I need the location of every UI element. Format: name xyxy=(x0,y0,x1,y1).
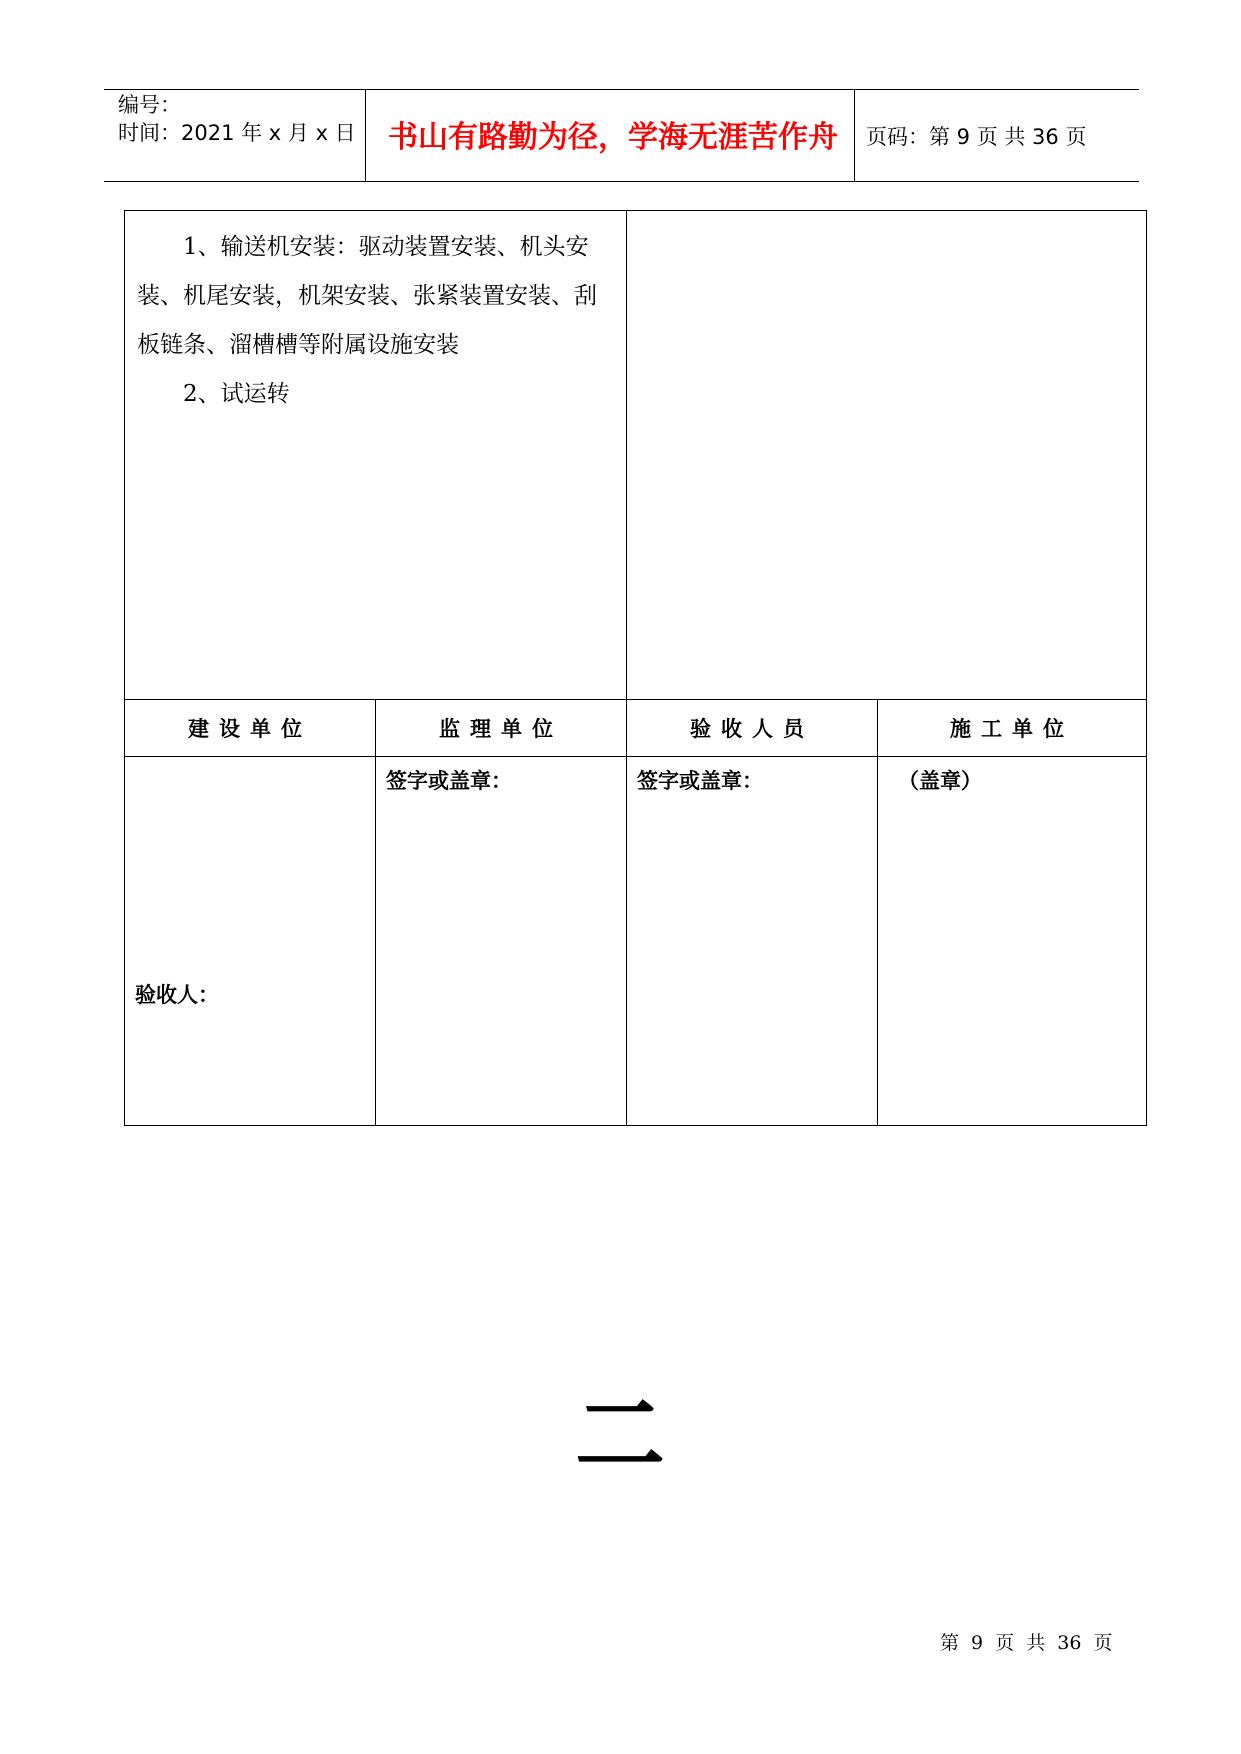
column-header-builder-unit: 施工单位 xyxy=(878,700,1147,757)
signature-cell-builder-unit xyxy=(878,757,1147,1126)
work-item-2: 2、试运转 xyxy=(183,381,290,407)
header-top-rule xyxy=(104,89,1139,90)
header-divider-left xyxy=(365,89,366,182)
header-page-code: 页码：第 9 页 共 36 页 xyxy=(866,125,1087,149)
remarks-cell xyxy=(627,211,1147,700)
work-item-1: 1、输送机安装：驱动装置安装、机头安装、机尾安装，机架安装、张紧装置安装、刮板链条、溜槽槽等附属设施安装 xyxy=(137,234,597,358)
acceptance-form-table xyxy=(124,210,1147,1126)
builder-seal-label: （盖章） xyxy=(898,768,983,793)
header-bottom-rule xyxy=(104,181,1139,182)
column-header-supervision-unit: 监理单位 xyxy=(376,700,627,757)
signature-cell-acceptance-staff xyxy=(627,757,878,1126)
work-items xyxy=(125,211,626,419)
column-header-acceptance-staff: 验收人员 xyxy=(627,700,878,757)
document-number-label: 编号： xyxy=(118,93,181,117)
signature-cell-supervision-unit xyxy=(376,757,627,1126)
document-time-label: 时间：2021 年 x 月 x 日 xyxy=(118,121,356,145)
acceptor-label: 验收人： xyxy=(135,982,219,1007)
column-header-construction-unit: 建设单位 xyxy=(125,700,376,757)
supervision-sign-label: 签字或盖章： xyxy=(386,768,512,793)
acceptance-sign-label: 签字或盖章： xyxy=(637,768,764,793)
header-motto: 书山有路勤为径，学海无涯苦作舟 xyxy=(388,120,838,155)
signature-cell-construction-unit xyxy=(125,757,376,1126)
content-cell xyxy=(125,211,627,700)
page-footer: 第 9 页 共 36 页 xyxy=(940,1632,1113,1654)
section-heading-char: 二 xyxy=(575,1382,665,1488)
